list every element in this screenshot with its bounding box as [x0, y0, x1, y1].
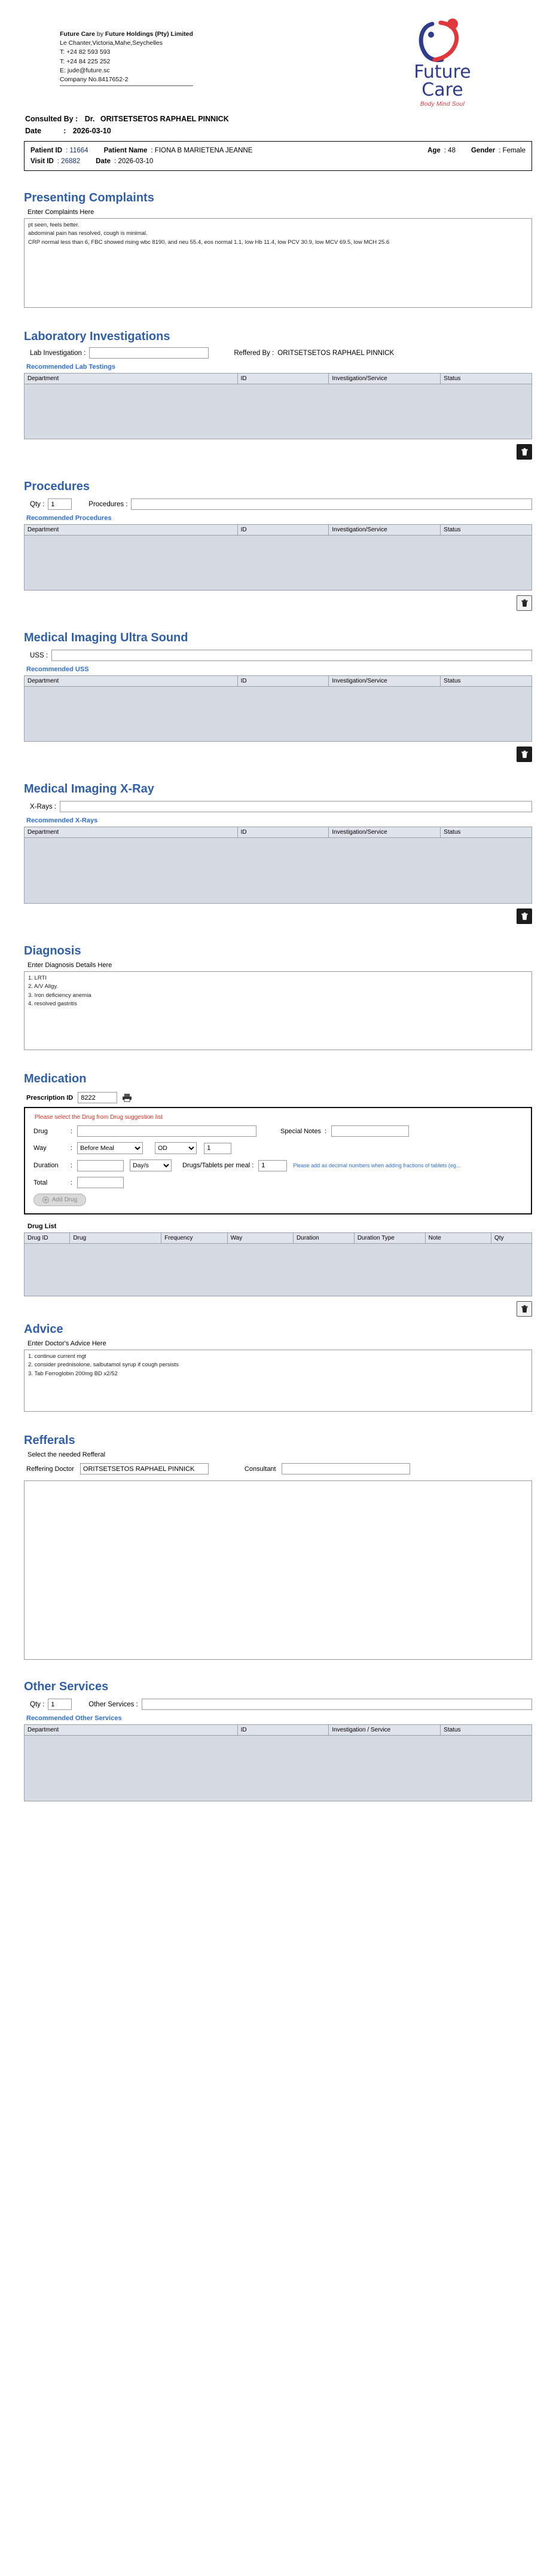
xray-col-department: Department — [25, 827, 238, 838]
medication-drug-row — [33, 1125, 523, 1137]
consultant-input[interactable] — [282, 1463, 410, 1474]
way-colon: : — [71, 1145, 73, 1152]
special-notes-input[interactable] — [331, 1125, 409, 1137]
patient-gender-label: Gender — [471, 147, 496, 154]
patient-id-label: Patient ID — [30, 147, 63, 154]
xray-delete-button[interactable] — [517, 908, 532, 924]
xray-header-table — [24, 827, 532, 838]
section-title-complaints: Presenting Complaints — [24, 191, 154, 204]
consult-date-value: 2026-03-10 — [72, 127, 111, 135]
drug-col-way: Way — [227, 1233, 293, 1244]
referrals-selection-area[interactable] — [24, 1480, 532, 1660]
medication-warning-text: Please select the Drug from Drug suggestion list — [35, 1114, 163, 1121]
uss-table — [24, 675, 532, 742]
medication-way-row — [33, 1142, 523, 1154]
drug-col-note: Note — [425, 1233, 491, 1244]
add-drug-label: Add Drug — [52, 1197, 78, 1203]
visit-id-value: : 26882 — [57, 158, 81, 165]
consult-date-row — [25, 127, 532, 135]
drug-col-drug: Drug — [70, 1233, 161, 1244]
proc-col-status: Status — [441, 525, 532, 536]
drug-col-duration: Duration — [293, 1233, 354, 1244]
add-drug-button[interactable] — [33, 1194, 86, 1206]
uss-delete-button[interactable] — [517, 747, 532, 762]
recommended-other-services-link[interactable]: Recommended Other Services — [26, 1715, 122, 1722]
patient-row-visit — [29, 156, 527, 167]
way-label: Way — [33, 1145, 47, 1152]
visit-date-label: Date — [96, 158, 111, 165]
uss-col-service: Investigation/Service — [329, 676, 441, 687]
procedures-delete-button[interactable] — [517, 595, 532, 611]
printer-icon — [122, 1093, 132, 1102]
clinic-name-line — [60, 30, 193, 39]
patient-name-value: : FIONA B MARIETENA JEANNE — [151, 147, 253, 154]
lab-referred-by-value: ORITSETSETOS RAPHAEL PINNICK — [277, 349, 395, 357]
lab-delete-button[interactable] — [517, 444, 532, 460]
header-divider — [60, 85, 193, 86]
procedures-qty-input[interactable] — [48, 498, 72, 510]
lab-col-status: Status — [441, 374, 532, 384]
logo-tagline: Body Mind Soul — [420, 101, 465, 108]
other-services-table — [24, 1724, 532, 1801]
drug-list-header-table — [24, 1232, 532, 1244]
clinic-phone-2: T: +24 84 225 252 — [60, 57, 111, 65]
frequency-unit-select[interactable] — [155, 1142, 197, 1154]
procedures-input[interactable] — [131, 498, 532, 510]
other-services-input[interactable] — [142, 1699, 532, 1710]
lab-results-table — [24, 373, 532, 439]
recommended-xrays-link[interactable]: Recommended X-Rays — [26, 817, 98, 824]
logo-wordmark — [414, 63, 471, 99]
logo-graphic-icon — [398, 17, 487, 63]
procedures-qty-label: Qty : — [30, 500, 45, 508]
os-col-status: Status — [441, 1725, 532, 1736]
consult-date-colon: : — [63, 127, 66, 135]
xray-table — [24, 827, 532, 904]
recommended-uss-link[interactable]: Recommended USS — [26, 666, 89, 673]
proc-col-service: Investigation/Service — [329, 525, 441, 536]
uss-input[interactable] — [51, 650, 532, 661]
total-input[interactable] — [77, 1177, 124, 1188]
os-col-id: ID — [237, 1725, 329, 1736]
uss-body — [24, 687, 532, 742]
clinic-name-mid: by — [96, 30, 103, 38]
recommended-lab-testings-link[interactable]: Recommended Lab Testings — [26, 363, 115, 371]
table-header-row — [25, 525, 532, 536]
table-header-row — [25, 1233, 532, 1244]
drug-col-frequency: Frequency — [161, 1233, 227, 1244]
referrals-fields-row — [26, 1463, 532, 1474]
drugs-per-meal-input[interactable] — [258, 1160, 287, 1171]
duration-unit-select[interactable] — [130, 1159, 172, 1171]
section-title-referrals: Refferals — [24, 1434, 75, 1447]
prescription-id-input[interactable] — [78, 1092, 117, 1103]
table-header-row — [25, 374, 532, 384]
section-title-procedures: Procedures — [24, 480, 90, 493]
drug-col-qty: Qty — [491, 1233, 532, 1244]
doctor-prefix: Dr. — [84, 115, 95, 123]
section-title-diagnosis: Diagnosis — [24, 944, 81, 957]
procedures-table — [24, 524, 532, 591]
section-title-medication: Medication — [24, 1072, 87, 1085]
clinic-company-no: Company No.8417652-2 — [60, 76, 129, 84]
drug-colon: : — [71, 1127, 73, 1135]
section-title-xray: Medical Imaging X-Ray — [24, 782, 154, 796]
consulting-doctor-name: ORITSETSETOS RAPHAEL PINNICK — [100, 115, 229, 123]
drug-list-delete-button[interactable] — [517, 1301, 532, 1317]
clinic-phone-1: T: +24 82 593 593 — [60, 48, 111, 56]
uss-col-status: Status — [441, 676, 532, 687]
prescription-id-row — [26, 1092, 532, 1103]
decimal-note: Please add as decimal numbers when adding fractions of tablets (eg... — [293, 1162, 461, 1168]
advice-textarea[interactable] — [24, 1350, 532, 1412]
lab-referred-by-label: Reffered By : — [234, 349, 274, 357]
proc-col-department: Department — [25, 525, 238, 536]
medication-entry-panel — [24, 1107, 532, 1214]
total-colon: : — [71, 1179, 73, 1186]
clinic-email: E: jude@future.sc — [60, 66, 110, 74]
trash-icon — [521, 448, 528, 456]
xray-col-id: ID — [237, 827, 329, 838]
brand-logo — [383, 17, 520, 108]
section-title-other-services: Other Services — [24, 1680, 109, 1693]
os-col-department: Department — [25, 1725, 238, 1736]
referring-doctor-input[interactable] — [80, 1463, 209, 1474]
diagnosis-textarea[interactable] — [24, 971, 532, 1050]
trash-icon — [521, 599, 528, 607]
frequency-input[interactable] — [204, 1143, 231, 1154]
lab-col-department: Department — [25, 374, 238, 384]
other-services-header-table — [24, 1724, 532, 1736]
table-header-row — [25, 827, 532, 838]
trash-icon — [521, 1305, 528, 1313]
special-notes-colon: : — [324, 1127, 326, 1135]
other-services-qty-label: Qty : — [30, 1700, 45, 1708]
trash-icon — [521, 912, 528, 920]
plus-icon — [42, 1197, 49, 1203]
table-header-row — [25, 1725, 532, 1736]
drug-col-id: Drug ID — [25, 1233, 70, 1244]
uss-header-table — [24, 675, 532, 687]
uss-col-department: Department — [25, 676, 238, 687]
section-title-ultrasound: Medical Imaging Ultra Sound — [24, 631, 188, 644]
consult-date-label: Date — [25, 127, 42, 135]
drug-list-label: Drug List — [28, 1223, 57, 1230]
logo-line-1: Future — [414, 62, 471, 82]
medication-total-row — [33, 1177, 523, 1188]
duration-input[interactable] — [77, 1160, 124, 1171]
lab-results-body — [24, 384, 532, 439]
prescription-print-button[interactable] — [122, 1093, 132, 1102]
xray-col-service: Investigation/Service — [329, 827, 441, 838]
lab-col-id: ID — [237, 374, 329, 384]
logo-line-2: Care — [421, 79, 463, 100]
patient-age-label: Age — [427, 147, 441, 154]
section-title-laboratory: Laboratory Investigations — [24, 330, 170, 343]
clinic-info — [60, 17, 193, 86]
proc-col-id: ID — [237, 525, 329, 536]
lab-investigation-input[interactable] — [89, 347, 209, 359]
lab-col-service: Investigation/Service — [329, 374, 441, 384]
os-col-service: Investigation / Service — [329, 1725, 441, 1736]
way-select[interactable] — [77, 1142, 143, 1154]
drug-label: Drug — [33, 1127, 48, 1135]
drug-input[interactable] — [77, 1125, 256, 1137]
xray-col-status: Status — [441, 827, 532, 838]
uss-col-id: ID — [237, 676, 329, 687]
drug-list-table — [24, 1232, 532, 1296]
patient-gender-value: : Female — [499, 147, 526, 154]
consulted-by-colon: : — [75, 115, 78, 123]
table-header-row — [25, 676, 532, 687]
advice-sub-label: Enter Doctor's Advice Here — [28, 1340, 106, 1347]
patient-row-primary — [29, 145, 527, 156]
xray-label: X-Rays : — [30, 803, 57, 810]
other-services-qty-input[interactable] — [48, 1699, 72, 1710]
consulted-by-row — [25, 115, 532, 123]
clinic-name-prefix: Future Care — [60, 30, 95, 38]
duration-label: Duration — [33, 1162, 59, 1169]
diagnosis-sub-label: Enter Diagnosis Details Here — [28, 962, 112, 969]
drug-list-body — [24, 1244, 532, 1296]
patient-id-value: : 11664 — [66, 147, 88, 154]
visit-date-value: : 2026-03-10 — [114, 158, 154, 165]
lab-results-header-table — [24, 373, 532, 384]
medication-duration-row — [33, 1159, 523, 1171]
patient-summary-box — [24, 141, 532, 171]
prescription-id-label: Prescription ID — [26, 1094, 74, 1102]
xray-body — [24, 838, 532, 904]
trash-icon — [521, 750, 528, 758]
clinic-name-suffix: Future Holdings (Pty) Limited — [105, 30, 193, 38]
visit-id-label: Visit ID — [30, 158, 54, 165]
lab-investigation-label: Lab Investigation : — [30, 349, 86, 357]
procedures-label: Procedures : — [88, 500, 128, 508]
procedures-header-table — [24, 524, 532, 536]
other-services-label: Other Services : — [88, 1700, 138, 1708]
drugs-per-meal-label: Drugs/Tablets per meal : — [182, 1162, 254, 1169]
patient-age-value: : 48 — [444, 147, 456, 154]
page-header — [24, 11, 532, 111]
special-notes-label: Special Notes — [280, 1127, 321, 1135]
other-services-body — [24, 1736, 532, 1801]
patient-name-label: Patient Name — [103, 147, 148, 154]
complaints-textarea[interactable] — [24, 218, 532, 308]
procedures-body — [24, 536, 532, 591]
uss-label: USS : — [30, 651, 48, 659]
consulted-by-label: Consulted By — [25, 115, 74, 123]
duration-colon: : — [71, 1162, 73, 1169]
clinic-address: Le Chanter,Victoria,Mahe,Seychelles — [60, 39, 163, 47]
total-label: Total — [33, 1179, 48, 1186]
consultant-label: Consultant — [244, 1465, 276, 1473]
referrals-sub-label: Select the needed Refferal — [28, 1451, 106, 1458]
recommended-procedures-link[interactable]: Recommended Procedures — [26, 515, 112, 522]
referring-doctor-label: Reffering Doctor — [26, 1465, 74, 1473]
complaints-sub-label: Enter Complaints Here — [28, 209, 94, 216]
drug-col-duration-type: Duration Type — [354, 1233, 425, 1244]
xray-input[interactable] — [60, 801, 532, 812]
section-title-advice: Advice — [24, 1323, 63, 1336]
